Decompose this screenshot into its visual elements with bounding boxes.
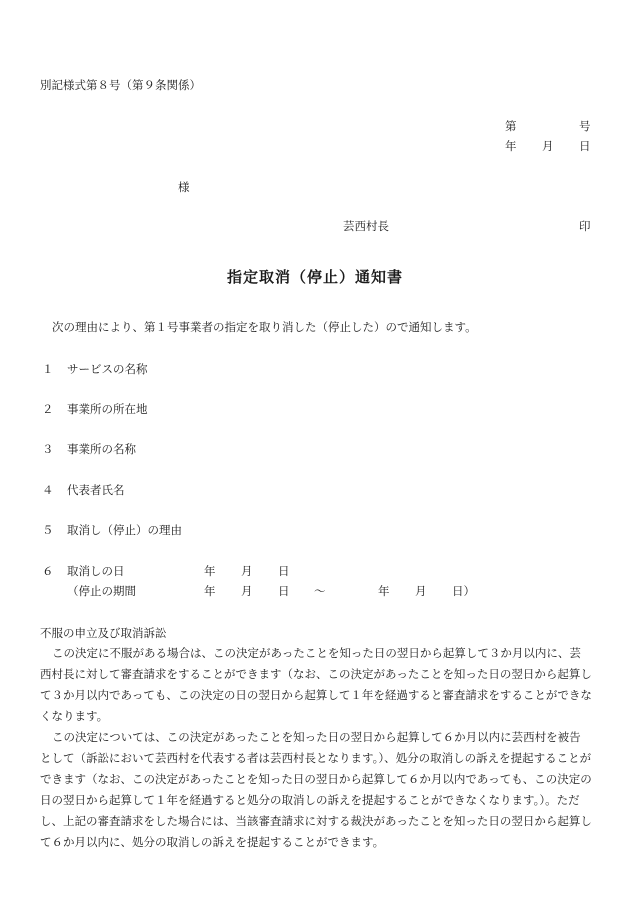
item-label-office-address: 事業所の所在地 bbox=[67, 402, 148, 416]
item-number: １ bbox=[42, 362, 54, 376]
item-number: ５ bbox=[42, 523, 54, 537]
date-year-label: 年 bbox=[505, 139, 517, 153]
suspension-end-month: 月 bbox=[415, 584, 427, 598]
suspension-start-day: 日 bbox=[278, 584, 290, 598]
date-day-label: 日 bbox=[579, 139, 591, 153]
item-label-office-name: 事業所の名称 bbox=[67, 442, 136, 456]
suspension-period-label: （停止の期間 bbox=[67, 584, 136, 598]
item-label-reason: 取消し（停止）の理由 bbox=[67, 523, 182, 537]
appeal-heading: 不服の申立及び取消訴訟 bbox=[40, 626, 167, 640]
item-label-service-name: サービスの名称 bbox=[67, 362, 148, 376]
appeal-paragraph-lawsuit: この決定については、この決定があったことを知った日の翌日から起算して６か月以内に芸西村を被告として（訴訟において芸西村を代表する者は芸西村長となります。）、処分の取消しの訴えを提起することができます（なお、この決定があったことを知った日の翌日から起算して６か月以内であっても、この決定の日の翌日から起算して１年を経過すると処分の取消しの訴えを提起することができなくなります。）。ただし、上記の審査請求をした場合には、当該審査請求に対する裁決があったことを知った日の翌日から起算して６か月以内に、処分の取消しの訴えを提起することができます。 bbox=[40, 730, 592, 849]
doc-number-prefix: 第 bbox=[505, 119, 517, 133]
cancel-date-day: 日 bbox=[278, 564, 290, 578]
document-title: 指定取消（停止）通知書 bbox=[226, 268, 403, 286]
doc-number-suffix: 号 bbox=[579, 119, 591, 133]
item-label-cancel-date: 取消しの日 bbox=[67, 564, 125, 578]
suspension-end-year: 年 bbox=[378, 584, 390, 598]
item-number: ４ bbox=[42, 483, 54, 497]
suspension-end-day: 日） bbox=[452, 584, 475, 598]
item-number: ３ bbox=[42, 442, 54, 456]
seal-mark: 印 bbox=[579, 219, 591, 233]
cancel-date-month: 月 bbox=[241, 564, 253, 578]
form-label: 別記様式第８号（第９条関係） bbox=[40, 78, 201, 92]
item-number: ６ bbox=[42, 564, 54, 578]
suspension-tilde: ～ bbox=[314, 584, 326, 598]
suspension-start-year: 年 bbox=[204, 584, 216, 598]
item-label-representative: 代表者氏名 bbox=[67, 483, 125, 497]
item-number: ２ bbox=[42, 402, 54, 416]
appeal-paragraph-review: この決定に不服がある場合は、この決定があったことを知った日の翌日から起算して３か月以内に、芸西村長に対して審査請求をすることができます（なお、この決定があったことを知った日の翌日から起算して３か月以内であっても、この決定の日の翌日から起算して１年を経過すると審査請求をすることができなくなります。 bbox=[40, 646, 592, 723]
addressee-suffix: 様 bbox=[178, 180, 190, 194]
date-month-label: 月 bbox=[542, 139, 554, 153]
issuer-name: 芸西村長 bbox=[343, 219, 389, 233]
intro-text: 次の理由により、第１号事業者の指定を取り消した（停止した）ので通知します。 bbox=[52, 320, 477, 334]
cancel-date-year: 年 bbox=[204, 564, 216, 578]
suspension-start-month: 月 bbox=[241, 584, 253, 598]
